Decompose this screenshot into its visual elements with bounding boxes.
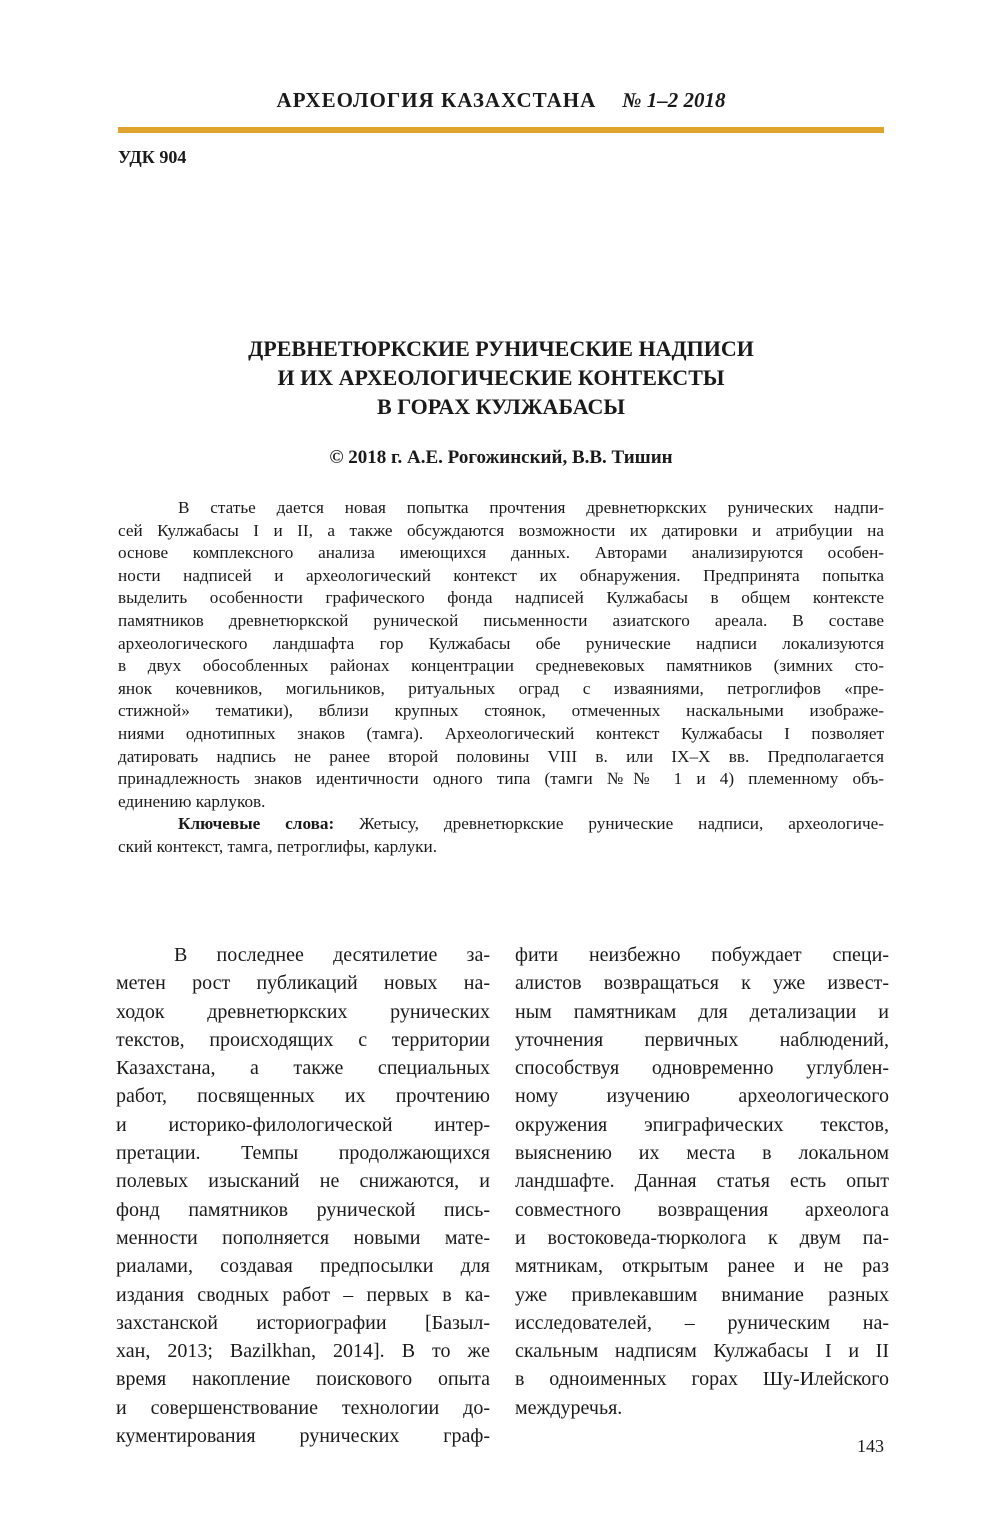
- body-line: уже привлекавшим внимание разных: [515, 1283, 889, 1306]
- body-line: полевых изысканий не снижаются, и: [116, 1170, 490, 1193]
- body-line: время накопление поискового опыта: [116, 1368, 490, 1391]
- body-line: способствуя одновременно углублен-: [515, 1057, 889, 1080]
- title-line: И ИХ АРХЕОЛОГИЧЕСКИЕ КОНТЕКСТЫ: [277, 365, 725, 390]
- body-line: исследователей, – руническим на-: [515, 1311, 889, 1334]
- body-line: уточнения первичных наблюдений,: [515, 1028, 889, 1051]
- abstract-line: стижной» тематики), вблизи крупных стоянок, отмеченных наскальными изображе-: [118, 701, 884, 721]
- body-line: и совершенствование технологии до-: [116, 1396, 490, 1419]
- page-number: 143: [857, 1436, 884, 1456]
- abstract-line: ниями однотипных знаков (тамга). Археологический контекст Кулжабасы I позволяет: [118, 723, 884, 743]
- journal-name: АРХЕОЛОГИЯ КАЗАХСТАНА: [276, 88, 597, 112]
- body-column-left: [116, 941, 490, 1450]
- body-line: захстанской историографии [Базыл-: [116, 1311, 490, 1334]
- header-rule: [118, 127, 884, 133]
- authors-line: © 2018 г. А.Е. Рогожинский, В.В. Тишин: [329, 447, 673, 468]
- body-line: текстов, происходящих с территории: [116, 1028, 490, 1051]
- body-line: ным памятникам для детализации и: [515, 1000, 889, 1023]
- body-line: хан, 2013; Bazilkhan, 2014]. В то же: [116, 1340, 490, 1363]
- issue-number: № 1–2 2018: [622, 88, 726, 112]
- body-line: выяснению их места в локальном: [515, 1142, 889, 1165]
- body-line: фонд памятников рунической пись-: [116, 1198, 490, 1221]
- keywords-line: ский контекст, тамга, петроглифы, карлуки.: [118, 836, 438, 856]
- body-line: издания сводных работ – первых в ка-: [116, 1283, 490, 1306]
- abstract-line: ности надписей и археологический контекст их обнаружения. Предпринята попытка: [118, 565, 884, 585]
- body-line: кументирования рунических граф-: [116, 1425, 490, 1448]
- abstract-line: принадлежность знаков идентичности одного типа (тамги №№ 1 и 4) племенному объ-: [118, 769, 884, 789]
- body-line: риалами, создавая предпосылки для: [116, 1255, 490, 1278]
- title-line: В ГОРАХ КУЛЖАБАСЫ: [377, 394, 625, 419]
- keywords-text: Жетысу, древнетюркские рунические надписи, археологиче-: [334, 814, 884, 834]
- body-line: ходок древнетюркских рунических: [116, 1000, 490, 1023]
- abstract-line: памятников древнетюркской рунической письменности азиатского ареала. В составе: [118, 610, 884, 630]
- body-line: окружения эпиграфических текстов,: [515, 1113, 889, 1136]
- body-line: работ, посвященных их прочтению: [116, 1085, 490, 1108]
- running-header: [118, 88, 884, 113]
- abstract-line: выделить особенности графического фонда надписей Кулжабасы в общем контексте: [118, 588, 884, 608]
- body-line: скальным надписям Кулжабасы I и II: [515, 1340, 889, 1363]
- abstract: [118, 497, 884, 859]
- body-line: ландшафте. Данная статья есть опыт: [515, 1170, 889, 1193]
- body-line: метен рост публикаций новых на-: [116, 972, 490, 995]
- body-line: в одноименных горах Шу-Илейского: [515, 1368, 889, 1391]
- title-line: ДРЕВНЕТЮРКСКИЕ РУНИЧЕСКИЕ НАДПИСИ: [248, 336, 754, 361]
- abstract-line: датировать надпись не ранее второй половины VIII в. или IX–X вв. Предполагается: [118, 746, 884, 766]
- body-line: и востоковеда-тюрколога к двум па-: [515, 1226, 889, 1249]
- body-line: менности пополняется новыми мате-: [116, 1226, 490, 1249]
- abstract-line: единению карлуков.: [118, 791, 266, 811]
- keywords-line: [118, 813, 884, 836]
- udk-code: УДК 904: [118, 147, 187, 167]
- body-line: и историко-филологической интер-: [116, 1113, 490, 1136]
- abstract-line: в двух обособленных районах концентрации средневековых памятников (зимних сто-: [118, 656, 884, 676]
- body-line: ному изучению археологического: [515, 1085, 889, 1108]
- abstract-line: В статье дается новая попытка прочтения древнетюркских рунических надпи-: [178, 498, 884, 517]
- body-line: алистов возвращаться к уже извест-: [515, 972, 889, 995]
- abstract-line: основе комплексного анализа имеющихся данных. Авторами анализируются особен-: [118, 543, 884, 563]
- abstract-line: сей Кулжабасы I и II, а также обсуждаются возможности их датировки и атрибуции на: [118, 520, 884, 540]
- body-line: претации. Темпы продолжающихся: [116, 1142, 490, 1165]
- body-line: междуречья.: [515, 1396, 623, 1419]
- body-line: мятникам, открытым ранее и не раз: [515, 1255, 889, 1278]
- body-column-right: [515, 941, 889, 1422]
- keywords-label: Ключевые слова:: [178, 814, 335, 834]
- body-line: фити неизбежно побуждает специ-: [515, 944, 889, 966]
- body-line: совместного возвращения археолога: [515, 1198, 889, 1221]
- body-line: В последнее десятилетие за-: [174, 944, 490, 966]
- abstract-line: археологического ландшафта гор Кулжабасы обе рунические надписи локализуются: [118, 633, 884, 653]
- article-title: [118, 334, 884, 421]
- body-line: Казахстана, а также специальных: [116, 1057, 490, 1080]
- abstract-line: янок кочевников, могильников, ритуальных оград с изваяниями, петроглифов «пре-: [118, 678, 884, 698]
